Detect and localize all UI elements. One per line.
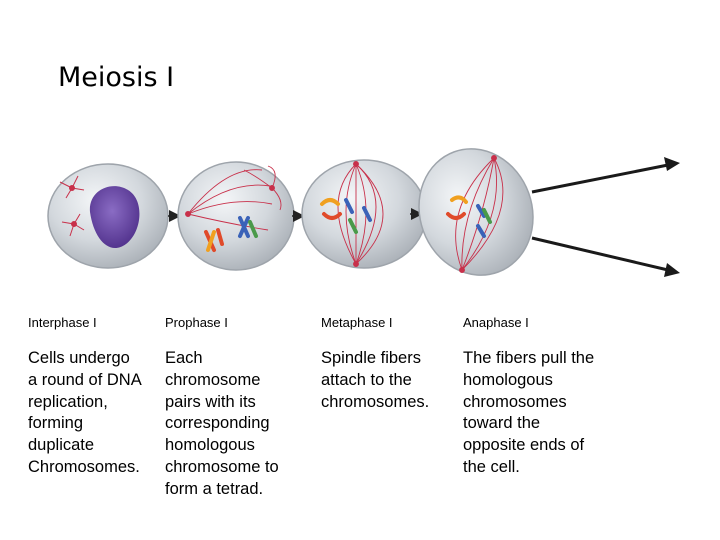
stage-column-prophase (165, 315, 305, 501)
stage-name: Interphase I (28, 315, 97, 330)
stage-name: Anaphase I (463, 315, 529, 330)
stage-column-metaphase (321, 315, 451, 413)
stage-column-interphase (28, 315, 158, 479)
stage-column-anaphase (463, 315, 623, 479)
stage-description: The fibers pull the homologous chromosomes toward the opposite ends of the cell. (463, 349, 595, 476)
metaphase-cell (302, 160, 426, 268)
interphase-cell (48, 164, 168, 268)
stage-description: Spindle fibers attach to the chromosomes. (321, 349, 430, 411)
diagram-title: Meiosis I (58, 62, 175, 93)
stage-name: Metaphase I (321, 315, 393, 330)
arrowhead-icon (664, 263, 680, 277)
stage-name: Prophase I (165, 315, 228, 330)
stage-description: Cells undergo a round of DNA replication, forming duplicate Chromosomes. (28, 349, 142, 476)
stage-description: Each chromosome pairs with its corresponding homologous chromosome to form a tetrad. (165, 349, 279, 498)
prophase-cell (178, 162, 294, 270)
anaphase-cell (401, 133, 550, 292)
arrowhead-icon (664, 157, 680, 171)
diverging-arrows (532, 157, 680, 277)
